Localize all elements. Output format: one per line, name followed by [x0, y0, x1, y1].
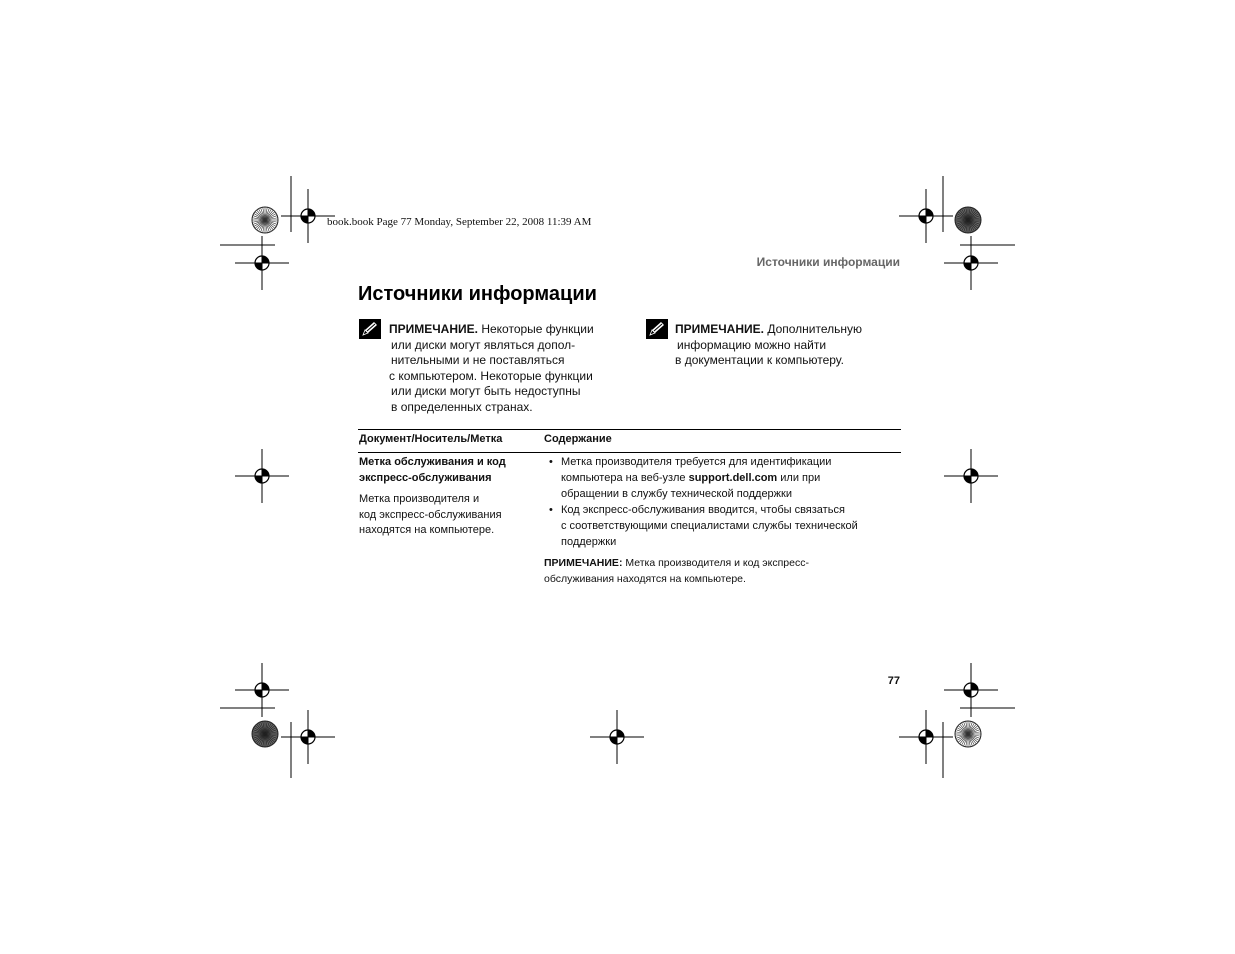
bullet-text: Метка производителя требуется для идентификации — [561, 456, 832, 468]
note-text: Некоторые функции — [477, 322, 594, 336]
info-sources-table — [358, 429, 901, 453]
support-link: support.dell.com — [688, 471, 778, 484]
page-title: Источники информации — [358, 283, 597, 305]
row-description: находятся на компьютере. — [359, 524, 495, 536]
list-item — [544, 455, 904, 502]
table-cell-contents — [544, 455, 904, 587]
column-header-contents: Содержание — [544, 433, 612, 445]
table-header — [358, 430, 901, 453]
note-line: информацию можно найти — [677, 337, 827, 352]
printer-slug: book.book Page 77 Monday, September 22, 2008 11:39 AM — [327, 216, 592, 228]
note-more-info — [675, 322, 862, 369]
note-lead: ПРИМЕЧАНИЕ: — [544, 556, 623, 569]
note-text: обслуживания находятся на компьютере. — [544, 572, 746, 585]
bullet-text: или при — [777, 471, 821, 484]
row-heading: экспресс-обслуживания — [359, 471, 492, 484]
bullet-text: обращении в службу технической поддержки — [561, 487, 792, 500]
note-line: или диски могут быть недоступны — [391, 384, 581, 399]
note-line: или диски могут являться допол- — [391, 337, 576, 352]
bullet-text: с соответствующими специалистами службы технической — [561, 520, 858, 533]
row-description: код экспресс-обслуживания — [359, 508, 502, 521]
note-lead: ПРИМЕЧАНИЕ. — [389, 322, 478, 336]
note-text: Метка производителя и код экспресс- — [622, 556, 809, 569]
list-item — [544, 503, 904, 550]
running-head: Источники информации — [756, 255, 900, 269]
column-header-document: Документ/Носитель/Метка — [359, 433, 503, 445]
note-optional-features — [389, 322, 594, 416]
bullet-text: компьютера на веб-узле — [561, 471, 689, 484]
note-text: Дополнительную — [763, 322, 863, 336]
bullet-glyph: • — [549, 504, 553, 517]
row-heading: Метка обслуживания и код — [359, 456, 506, 468]
bullet-glyph: • — [549, 456, 553, 468]
row-description: Метка производителя и — [359, 493, 480, 505]
pencil-note-icon — [359, 319, 381, 339]
note-line: в документации к компьютеру. — [675, 353, 844, 368]
table-note — [544, 555, 904, 587]
page-number: 77 — [887, 675, 900, 687]
bullet-text: Код экспресс-обслуживания вводится, чтобы связаться — [561, 504, 845, 517]
table-cell-document — [359, 455, 539, 539]
note-line: с компьютером. Некоторые функции — [389, 368, 593, 383]
note-lead: ПРИМЕЧАНИЕ. — [675, 322, 764, 336]
pencil-note-icon — [646, 319, 668, 339]
bullet-text: поддержки — [561, 535, 617, 548]
note-line: нительными и не поставляться — [391, 353, 565, 368]
note-line: в определенных странах. — [391, 399, 533, 414]
